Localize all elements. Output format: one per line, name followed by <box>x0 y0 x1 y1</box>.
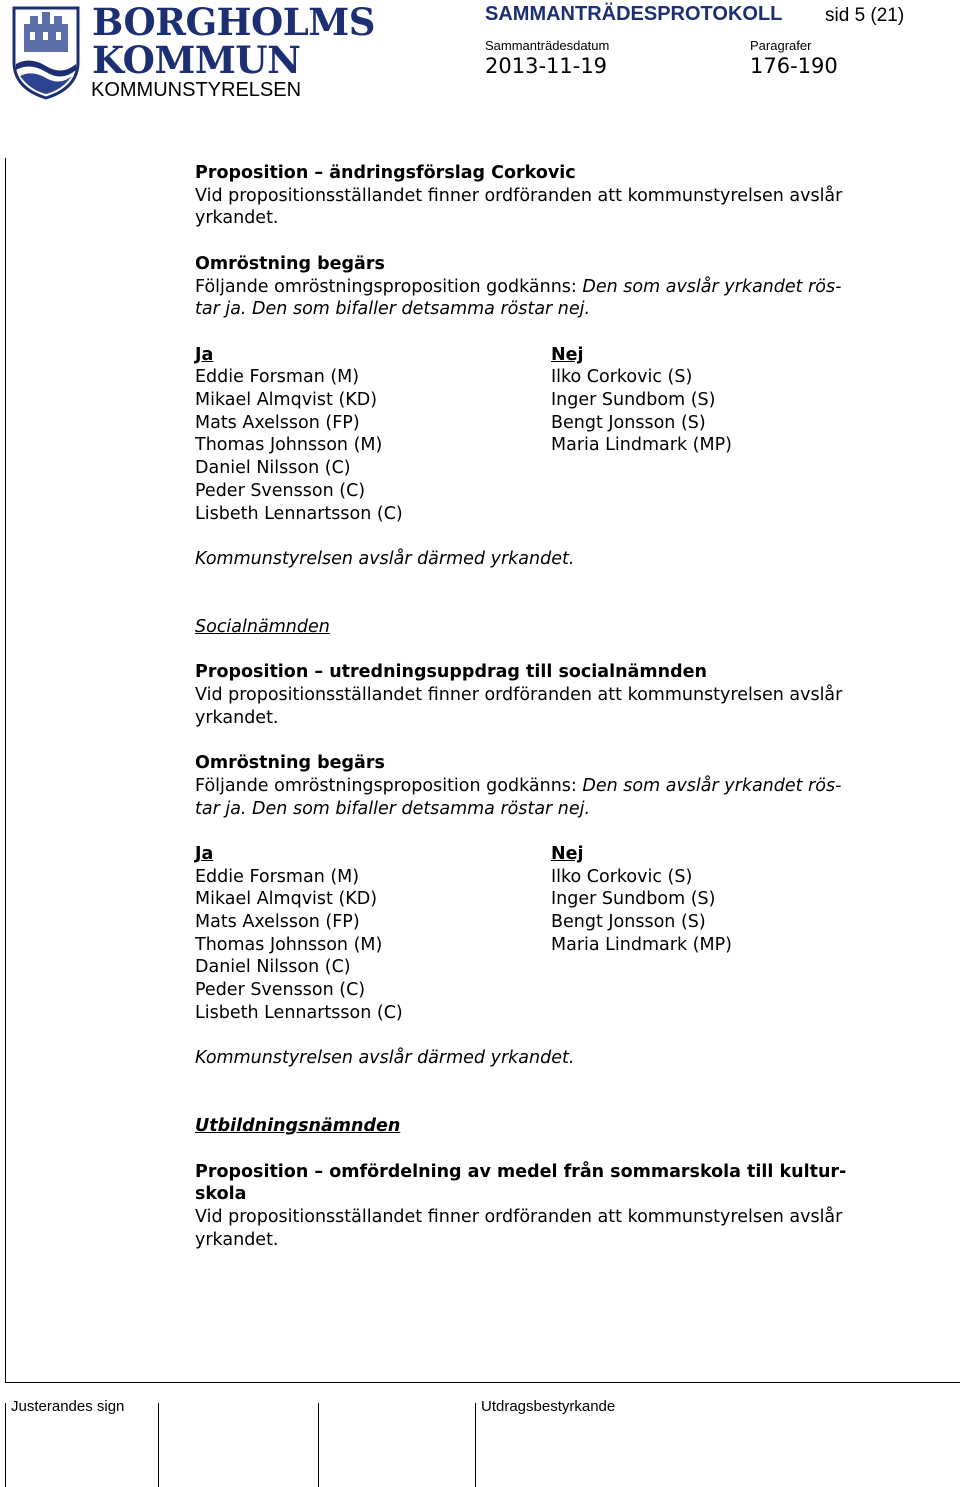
voter-name: Peder Svensson (C) <box>195 980 366 1001</box>
signature-label: Justerandes sign <box>11 1398 125 1415</box>
extract-label: Utdragsbestyrkande <box>481 1398 616 1415</box>
vote-intro-italic: Den som avslår yrkandet rös- <box>582 775 842 796</box>
org-name-line2: KOMMUN <box>92 38 301 82</box>
voter-name: Daniel Nilsson (C) <box>195 458 351 479</box>
voter-name: Lisbeth Lennartsson (C) <box>195 1002 403 1023</box>
ja-column <box>195 843 403 1025</box>
voter-name: Mats Axelsson (FP) <box>195 912 360 933</box>
proposition-title: Proposition – omfördelning av medel från sommarskola till kultur- <box>195 1161 847 1182</box>
nej-column <box>551 843 732 957</box>
nej-heading: Nej <box>551 344 584 365</box>
vote-intro-italic-cont: tar ja. Den som bifaller detsamma röstar nej. <box>195 798 591 819</box>
voter-name: Eddie Forsman (M) <box>195 866 360 887</box>
voter-name: Mikael Almqvist (KD) <box>195 889 378 910</box>
nej-column <box>551 344 732 458</box>
footer-divider <box>158 1403 159 1487</box>
municipality-crest-icon <box>10 4 82 100</box>
voter-name: Peder Svensson (C) <box>195 480 366 501</box>
ja-column <box>195 344 403 526</box>
proposition-text: Vid propositionsställandet finner ordföranden att kommunstyrelsen avslår yrkandet. <box>195 685 843 728</box>
vote-table <box>195 344 895 526</box>
vote-heading: Omröstning begärs <box>195 753 385 774</box>
paragraphs-value: 176-190 <box>750 54 838 78</box>
voter-name: Lisbeth Lennartsson (C) <box>195 503 403 524</box>
voter-name: Maria Lindmark (MP) <box>551 435 732 456</box>
department-name: KOMMUNSTYRELSEN <box>91 79 302 101</box>
vote-intro-plain: Följande omröstningsproposition godkänns: <box>195 276 583 297</box>
org-name-line1: BORGHOLMS <box>92 0 375 44</box>
proposition-title-cont: skola <box>195 1184 247 1205</box>
ja-heading: Ja <box>195 843 214 864</box>
vote-result: Kommunstyrelsen avslår därmed yrkandet. <box>195 1048 575 1069</box>
voter-name: Daniel Nilsson (C) <box>195 957 351 978</box>
ja-heading: Ja <box>195 344 214 365</box>
protocol-body <box>195 162 895 1252</box>
voter-name: Bengt Jonsson (S) <box>551 912 706 933</box>
voter-name: Ilko Corkovic (S) <box>551 866 693 887</box>
vote-intro <box>195 775 895 798</box>
vote-intro <box>195 276 895 299</box>
paragraphs-label: Paragrafer <box>750 38 812 53</box>
left-margin-rule <box>5 158 6 1383</box>
footer-divider <box>475 1403 476 1487</box>
proposition-text: Vid propositionsställandet finner ordföranden att kommunstyrelsen avslår yrkandet. <box>195 1207 843 1250</box>
proposition-text: Vid propositionsställandet finner ordföranden att kommunstyrelsen avslår yrkandet. <box>195 185 843 229</box>
proposition-title: Proposition – utredningsuppdrag till socialnämnden <box>195 662 707 683</box>
vote-table <box>195 843 895 1025</box>
vote-result: Kommunstyrelsen avslår därmed yrkandet. <box>195 548 575 569</box>
section-heading: Utbildningsnämnden <box>195 1116 401 1137</box>
footer-divider <box>5 1403 6 1487</box>
footer-rule <box>5 1382 960 1383</box>
voter-name: Inger Sundbom (S) <box>551 889 716 910</box>
voter-name: Ilko Corkovic (S) <box>551 367 693 388</box>
vote-intro-italic: Den som avslår yrkandet rös- <box>582 276 842 297</box>
section-heading: Socialnämnden <box>195 616 330 637</box>
voter-name: Mats Axelsson (FP) <box>195 412 360 433</box>
vote-heading: Omröstning begärs <box>195 253 385 274</box>
meeting-date-value: 2013-11-19 <box>485 54 608 78</box>
voter-name: Inger Sundbom (S) <box>551 390 716 410</box>
voter-name: Mikael Almqvist (KD) <box>195 390 378 410</box>
voter-name: Thomas Johnsson (M) <box>195 435 383 456</box>
page-number: sid 5 (21) <box>825 5 905 26</box>
document-title: SAMMANTRÄDESPROTOKOLL <box>485 3 783 25</box>
footer-divider <box>318 1403 319 1487</box>
meeting-date-label: Sammanträdesdatum <box>485 38 610 53</box>
voter-name: Bengt Jonsson (S) <box>551 412 706 433</box>
proposition-title: Proposition – ändringsförslag Corkovic <box>195 163 576 183</box>
voter-name: Eddie Forsman (M) <box>195 367 360 388</box>
nej-heading: Nej <box>551 843 584 864</box>
voter-name: Maria Lindmark (MP) <box>551 934 732 955</box>
vote-intro-italic-cont: tar ja. Den som bifaller detsamma röstar nej. <box>195 299 591 320</box>
voter-name: Thomas Johnsson (M) <box>195 934 383 955</box>
vote-intro-plain: Följande omröstningsproposition godkänns: <box>195 775 583 796</box>
